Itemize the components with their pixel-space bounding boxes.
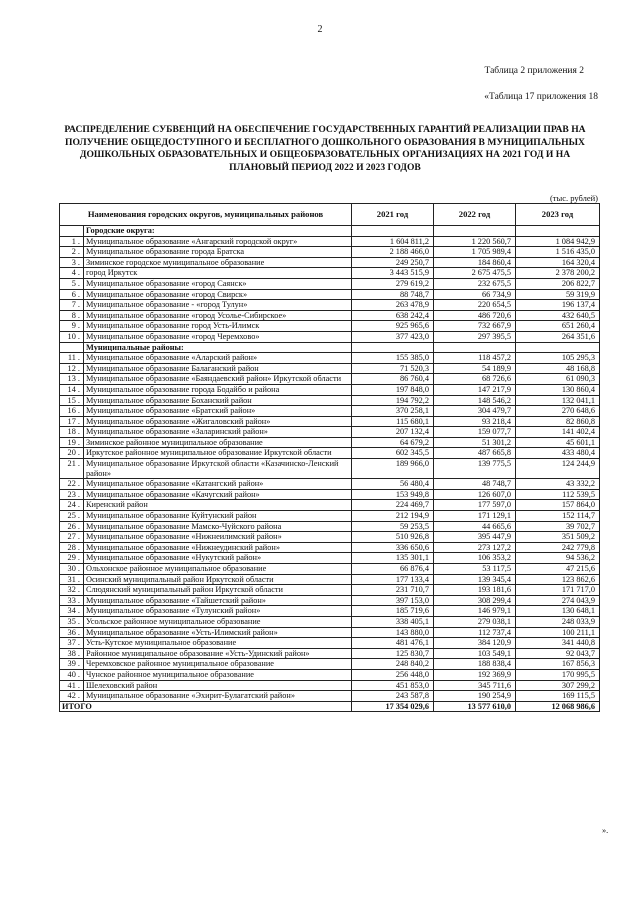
row-name: Муниципальное образование Мамско-Чуйского района xyxy=(84,521,352,532)
value-2023: 171 717,0 xyxy=(516,585,600,596)
row-number: 34 . xyxy=(60,606,84,617)
row-name: Шелеховский район xyxy=(84,680,352,691)
value-2022: 193 181,6 xyxy=(434,585,516,596)
value-2021: 185 719,6 xyxy=(352,606,434,617)
value-2021: 56 480,4 xyxy=(352,479,434,490)
value-2021: 66 876,4 xyxy=(352,564,434,575)
row-number: 16 . xyxy=(60,406,84,417)
value-2023: 167 856,3 xyxy=(516,659,600,670)
table-row xyxy=(60,278,600,289)
value-2022: 159 077,7 xyxy=(434,427,516,438)
value-2021: 212 194,9 xyxy=(352,511,434,522)
value-2021: 86 760,4 xyxy=(352,374,434,385)
section-empty-cell xyxy=(352,226,434,237)
value-2021: 336 650,6 xyxy=(352,542,434,553)
subsidy-table xyxy=(59,203,600,712)
row-number: 7 . xyxy=(60,300,84,311)
row-name: Усольское районное муниципальное образование xyxy=(84,616,352,627)
row-number: 2 . xyxy=(60,247,84,258)
value-2021: 510 926,8 xyxy=(352,532,434,543)
value-2023: 274 043,9 xyxy=(516,595,600,606)
value-2022: 44 665,6 xyxy=(434,521,516,532)
value-2022: 192 369,9 xyxy=(434,669,516,680)
value-2021: 249 250,7 xyxy=(352,257,434,268)
row-name: Муниципальное образование «город Черемхово» xyxy=(84,331,352,342)
value-2022: 177 597,0 xyxy=(434,500,516,511)
value-2021: 925 965,6 xyxy=(352,321,434,332)
value-2021: 279 619,2 xyxy=(352,278,434,289)
row-number: 21 . xyxy=(60,459,84,479)
table-row xyxy=(60,363,600,374)
row-number: 23 . xyxy=(60,489,84,500)
value-2021: 451 853,0 xyxy=(352,680,434,691)
section-empty-cell xyxy=(516,342,600,353)
table-row xyxy=(60,669,600,680)
row-number: 41 . xyxy=(60,680,84,691)
value-2023: 170 995,5 xyxy=(516,669,600,680)
value-2021: 59 253,5 xyxy=(352,521,434,532)
value-2021: 243 587,8 xyxy=(352,691,434,702)
row-number: 5 . xyxy=(60,278,84,289)
total-row xyxy=(60,701,600,712)
table-reference: «Таблица 17 приложения 18 xyxy=(484,92,598,102)
value-2023: 270 648,6 xyxy=(516,406,600,417)
row-number: 20 . xyxy=(60,448,84,459)
value-2023: 48 168,8 xyxy=(516,363,600,374)
row-name: Осинский муниципальный район Иркутской области xyxy=(84,574,352,585)
value-2023: 152 114,7 xyxy=(516,511,600,522)
closing-quote: ». xyxy=(602,826,609,835)
row-name: Зиминское районное муниципальное образование xyxy=(84,437,352,448)
value-2022: 184 860,4 xyxy=(434,257,516,268)
row-number: 38 . xyxy=(60,648,84,659)
value-2021: 153 949,8 xyxy=(352,489,434,500)
value-2021: 248 840,2 xyxy=(352,659,434,670)
table-row xyxy=(60,300,600,311)
value-2023: 341 440,8 xyxy=(516,638,600,649)
row-name: Муниципальное образование «Нукутский район» xyxy=(84,553,352,564)
units-label: (тыс. рублей) xyxy=(549,193,598,203)
row-name: Муниципальное образование города Бодайбо и района xyxy=(84,384,352,395)
value-2023: 2 378 200,2 xyxy=(516,268,600,279)
value-2021: 207 132,4 xyxy=(352,427,434,438)
row-number: 1 . xyxy=(60,236,84,247)
row-number: 28 . xyxy=(60,542,84,553)
value-2022: 190 254,9 xyxy=(434,691,516,702)
row-number: 8 . xyxy=(60,310,84,321)
row-number: 37 . xyxy=(60,638,84,649)
row-number: 36 . xyxy=(60,627,84,638)
value-2021: 481 476,1 xyxy=(352,638,434,649)
value-2023: 206 822,7 xyxy=(516,278,600,289)
table-row xyxy=(60,321,600,332)
table-row xyxy=(60,691,600,702)
value-2021: 3 443 515,9 xyxy=(352,268,434,279)
row-number: 17 . xyxy=(60,416,84,427)
table-row xyxy=(60,437,600,448)
value-2022: 139 775,5 xyxy=(434,459,516,479)
value-2022: 2 675 475,5 xyxy=(434,268,516,279)
row-number: 10 . xyxy=(60,331,84,342)
value-2022: 68 726,6 xyxy=(434,374,516,385)
row-number: 22 . xyxy=(60,479,84,490)
row-name: Муниципальное образование «Качугский район» xyxy=(84,489,352,500)
table-row xyxy=(60,511,600,522)
value-2023: 45 601,1 xyxy=(516,437,600,448)
total-2022: 13 577 610,0 xyxy=(434,701,516,712)
table-row xyxy=(60,384,600,395)
table-row xyxy=(60,574,600,585)
value-2023: 100 211,1 xyxy=(516,627,600,638)
row-number: 40 . xyxy=(60,669,84,680)
row-number: 35 . xyxy=(60,616,84,627)
row-number: 4 . xyxy=(60,268,84,279)
table-row xyxy=(60,395,600,406)
row-number: 24 . xyxy=(60,500,84,511)
row-name: Муниципальное образование города Братска xyxy=(84,247,352,258)
table-row xyxy=(60,479,600,490)
table-row xyxy=(60,257,600,268)
value-2022: 106 353,2 xyxy=(434,553,516,564)
value-2022: 66 734,9 xyxy=(434,289,516,300)
value-2021: 231 710,7 xyxy=(352,585,434,596)
total-2021: 17 354 029,6 xyxy=(352,701,434,712)
value-2023: 47 215,6 xyxy=(516,564,600,575)
table-header-row xyxy=(60,204,600,226)
row-number: 29 . xyxy=(60,553,84,564)
row-name: Муниципальное образование «Баяндаевский район» Иркутской области xyxy=(84,374,352,385)
table-row xyxy=(60,606,600,617)
table-row xyxy=(60,427,600,438)
table-row xyxy=(60,616,600,627)
value-2021: 197 848,0 xyxy=(352,384,434,395)
value-2022: 118 457,2 xyxy=(434,353,516,364)
table-row xyxy=(60,489,600,500)
table-row xyxy=(60,595,600,606)
value-2021: 194 792,2 xyxy=(352,395,434,406)
value-2023: 124 244,9 xyxy=(516,459,600,479)
value-2022: 732 667,9 xyxy=(434,321,516,332)
value-2023: 1 084 942,9 xyxy=(516,236,600,247)
table-row xyxy=(60,542,600,553)
row-number: 27 . xyxy=(60,532,84,543)
value-2022: 304 479,7 xyxy=(434,406,516,417)
value-2022: 297 395,5 xyxy=(434,331,516,342)
table-row xyxy=(60,459,600,479)
row-name: Муниципальное образование Куйтунский район xyxy=(84,511,352,522)
table-row xyxy=(60,416,600,427)
value-2023: 82 860,8 xyxy=(516,416,600,427)
value-2023: 248 033,9 xyxy=(516,616,600,627)
value-2021: 143 880,0 xyxy=(352,627,434,638)
section-empty-cell xyxy=(352,342,434,353)
value-2022: 148 546,2 xyxy=(434,395,516,406)
value-2023: 43 332,2 xyxy=(516,479,600,490)
table-row xyxy=(60,627,600,638)
row-number: 25 . xyxy=(60,511,84,522)
value-2023: 61 090,3 xyxy=(516,374,600,385)
section-empty-cell xyxy=(434,226,516,237)
value-2021: 638 242,4 xyxy=(352,310,434,321)
value-2022: 395 447,9 xyxy=(434,532,516,543)
value-2021: 263 478,9 xyxy=(352,300,434,311)
value-2021: 177 133,4 xyxy=(352,574,434,585)
table-row xyxy=(60,638,600,649)
table-row xyxy=(60,532,600,543)
value-2023: 123 862,6 xyxy=(516,574,600,585)
row-name: Муниципальное образование «Братский район» xyxy=(84,406,352,417)
value-2022: 54 189,9 xyxy=(434,363,516,374)
total-label: ИТОГО xyxy=(60,701,352,712)
value-2021: 2 188 466,0 xyxy=(352,247,434,258)
value-2023: 196 137,4 xyxy=(516,300,600,311)
value-2021: 189 966,0 xyxy=(352,459,434,479)
value-2021: 71 520,3 xyxy=(352,363,434,374)
section-empty-cell xyxy=(516,226,600,237)
row-name: Зиминское городское муниципальное образование xyxy=(84,257,352,268)
value-2022: 1 220 560,7 xyxy=(434,236,516,247)
value-2022: 51 301,2 xyxy=(434,437,516,448)
row-name: Муниципальное образование «Нижнеилимский район» xyxy=(84,532,352,543)
row-name: город Иркутск xyxy=(84,268,352,279)
row-name: Муниципальное образование «Ангарский городской округ» xyxy=(84,236,352,247)
row-number: 19 . xyxy=(60,437,84,448)
row-number: 14 . xyxy=(60,384,84,395)
row-name: Муниципальное образование город Усть-Илимск xyxy=(84,321,352,332)
value-2023: 433 480,4 xyxy=(516,448,600,459)
row-number: 3 . xyxy=(60,257,84,268)
value-2023: 59 319,9 xyxy=(516,289,600,300)
value-2023: 130 648,1 xyxy=(516,606,600,617)
value-2022: 232 675,5 xyxy=(434,278,516,289)
row-number: 31 . xyxy=(60,574,84,585)
document-title: РАСПРЕДЕЛЕНИЕ СУБВЕНЦИЙ НА ОБЕСПЕЧЕНИЕ ГОСУДАРСТВЕННЫХ ГАРАНТИЙ РЕАЛИЗАЦИИ ПРАВ НА ПОЛУЧЕНИЕ ОБЩЕДОСТУПНОГО И БЕСПЛАТНОГО ДОШКОЛЬНОГО ОБРАЗОВАНИЯ В МУНИЦИПАЛЬНЫХ ДОШКОЛЬНЫХ ОБРАЗОВАТЕЛЬНЫХ И ОБЩЕОБРАЗОВАТЕЛЬНЫХ ОРГАНИЗАЦИЯХ НА 2021 ГОД И НА ПЛАНОВЫЙ ПЕРИОД 2022 И 2023 ГОДОВ xyxy=(64,124,586,173)
row-name: Чунское районное муниципальное образование xyxy=(84,669,352,680)
table-row xyxy=(60,585,600,596)
row-name: Муниципальное образование «Жигаловский район» xyxy=(84,416,352,427)
row-name: Муниципальное образование «Заларинский район» xyxy=(84,427,352,438)
table-row xyxy=(60,648,600,659)
row-number: 33 . xyxy=(60,595,84,606)
value-2021: 1 604 811,2 xyxy=(352,236,434,247)
row-name: Муниципальное образование «Усть-Илимский район» xyxy=(84,627,352,638)
value-2022: 486 720,6 xyxy=(434,310,516,321)
row-name: Муниципальное образование «Нижнеудинский район» xyxy=(84,542,352,553)
table-row xyxy=(60,353,600,364)
header-2021: 2021 год xyxy=(352,204,434,226)
value-2023: 94 536,2 xyxy=(516,553,600,564)
value-2022: 147 217,9 xyxy=(434,384,516,395)
row-name: Ольхонское районное муниципальное образование xyxy=(84,564,352,575)
value-2021: 125 830,7 xyxy=(352,648,434,659)
value-2023: 132 041,1 xyxy=(516,395,600,406)
value-2022: 139 345,4 xyxy=(434,574,516,585)
value-2021: 377 423,0 xyxy=(352,331,434,342)
row-name: Муниципальное образование Боханский район xyxy=(84,395,352,406)
value-2023: 1 516 435,0 xyxy=(516,247,600,258)
row-name: Муниципальное образование Балаганский район xyxy=(84,363,352,374)
table-row xyxy=(60,236,600,247)
value-2023: 112 539,5 xyxy=(516,489,600,500)
table-row xyxy=(60,680,600,691)
value-2023: 651 260,4 xyxy=(516,321,600,332)
table-row xyxy=(60,247,600,258)
section-title: Муниципальные районы: xyxy=(84,342,352,353)
row-number: 42 . xyxy=(60,691,84,702)
row-name: Муниципальное образование «Эхирит-Булагатский район» xyxy=(84,691,352,702)
value-2022: 93 218,4 xyxy=(434,416,516,427)
table-row xyxy=(60,406,600,417)
row-name: Усть-Кутское муниципальное образование xyxy=(84,638,352,649)
row-name: Муниципальное образование «Тайшетский район» xyxy=(84,595,352,606)
value-2023: 92 043,7 xyxy=(516,648,600,659)
value-2023: 157 864,0 xyxy=(516,500,600,511)
table-row xyxy=(60,500,600,511)
value-2021: 602 345,5 xyxy=(352,448,434,459)
row-number: 26 . xyxy=(60,521,84,532)
row-name: Муниципальное образование Иркутской области «Казачинско-Ленский район» xyxy=(84,459,352,479)
value-2022: 345 711,6 xyxy=(434,680,516,691)
row-name: Киренский район xyxy=(84,500,352,511)
table-row xyxy=(60,564,600,575)
value-2022: 112 737,4 xyxy=(434,627,516,638)
row-name: Муниципальное образование «Тулунский район» xyxy=(84,606,352,617)
section-spacer xyxy=(60,226,84,237)
table-row xyxy=(60,448,600,459)
row-name: Районное муниципальное образование «Усть-Удинский район» xyxy=(84,648,352,659)
section-spacer xyxy=(60,342,84,353)
value-2022: 188 838,4 xyxy=(434,659,516,670)
row-name: Черемховское районное муниципальное образование xyxy=(84,659,352,670)
value-2022: 279 038,1 xyxy=(434,616,516,627)
row-number: 30 . xyxy=(60,564,84,575)
table-row xyxy=(60,374,600,385)
value-2021: 64 679,2 xyxy=(352,437,434,448)
row-name: Муниципальное образование «Аларский район» xyxy=(84,353,352,364)
value-2021: 88 748,7 xyxy=(352,289,434,300)
value-2023: 39 702,7 xyxy=(516,521,600,532)
section-title: Городские округа: xyxy=(84,226,352,237)
table-row xyxy=(60,268,600,279)
section-header-row xyxy=(60,226,600,237)
row-number: 6 . xyxy=(60,289,84,300)
value-2023: 130 860,4 xyxy=(516,384,600,395)
table-row xyxy=(60,310,600,321)
table-row xyxy=(60,289,600,300)
value-2021: 224 469,7 xyxy=(352,500,434,511)
value-2022: 384 120,9 xyxy=(434,638,516,649)
table-row xyxy=(60,553,600,564)
row-number: 11 . xyxy=(60,353,84,364)
row-number: 12 . xyxy=(60,363,84,374)
value-2023: 351 509,2 xyxy=(516,532,600,543)
value-2021: 115 680,1 xyxy=(352,416,434,427)
row-name: Муниципальное образование - «город Тулун» xyxy=(84,300,352,311)
row-name: Муниципальное образование «город Усолье-Сибирское» xyxy=(84,310,352,321)
value-2023: 432 640,5 xyxy=(516,310,600,321)
row-name: Муниципальное образование «Катангский район» xyxy=(84,479,352,490)
value-2023: 264 351,6 xyxy=(516,331,600,342)
value-2022: 103 549,1 xyxy=(434,648,516,659)
value-2023: 307 299,2 xyxy=(516,680,600,691)
row-number: 9 . xyxy=(60,321,84,332)
appendix-reference: Таблица 2 приложения 2 xyxy=(484,66,584,76)
value-2021: 338 405,1 xyxy=(352,616,434,627)
value-2023: 242 779,8 xyxy=(516,542,600,553)
value-2021: 135 301,1 xyxy=(352,553,434,564)
value-2022: 126 607,0 xyxy=(434,489,516,500)
row-number: 15 . xyxy=(60,395,84,406)
table-row xyxy=(60,521,600,532)
row-name: Муниципальное образование «город Саянск» xyxy=(84,278,352,289)
section-empty-cell xyxy=(434,342,516,353)
value-2022: 273 127,2 xyxy=(434,542,516,553)
value-2022: 487 665,8 xyxy=(434,448,516,459)
value-2021: 155 385,0 xyxy=(352,353,434,364)
row-number: 13 . xyxy=(60,374,84,385)
value-2022: 220 654,5 xyxy=(434,300,516,311)
value-2023: 164 320,4 xyxy=(516,257,600,268)
value-2022: 1 705 989,4 xyxy=(434,247,516,258)
row-number: 32 . xyxy=(60,585,84,596)
page-number: 2 xyxy=(317,24,323,35)
value-2022: 146 979,1 xyxy=(434,606,516,617)
value-2023: 141 402,4 xyxy=(516,427,600,438)
header-name: Наименования городских округов, муниципальных районов xyxy=(60,204,352,226)
header-2023: 2023 год xyxy=(516,204,600,226)
row-number: 18 . xyxy=(60,427,84,438)
value-2022: 53 117,5 xyxy=(434,564,516,575)
value-2022: 171 129,1 xyxy=(434,511,516,522)
row-name: Муниципальное образование «город Свирск» xyxy=(84,289,352,300)
table-body xyxy=(60,226,600,702)
value-2023: 105 295,3 xyxy=(516,353,600,364)
header-2022: 2022 год xyxy=(434,204,516,226)
value-2022: 308 299,4 xyxy=(434,595,516,606)
table-row xyxy=(60,659,600,670)
section-header-row xyxy=(60,342,600,353)
value-2021: 370 258,1 xyxy=(352,406,434,417)
value-2021: 397 153,0 xyxy=(352,595,434,606)
value-2023: 169 115,5 xyxy=(516,691,600,702)
value-2022: 48 748,7 xyxy=(434,479,516,490)
row-name: Слюдянский муниципальный район Иркутской области xyxy=(84,585,352,596)
total-2023: 12 068 986,6 xyxy=(516,701,600,712)
row-name: Иркутское районное муниципальное образование Иркутской области xyxy=(84,448,352,459)
row-number: 39 . xyxy=(60,659,84,670)
value-2021: 256 448,0 xyxy=(352,669,434,680)
table-row xyxy=(60,331,600,342)
